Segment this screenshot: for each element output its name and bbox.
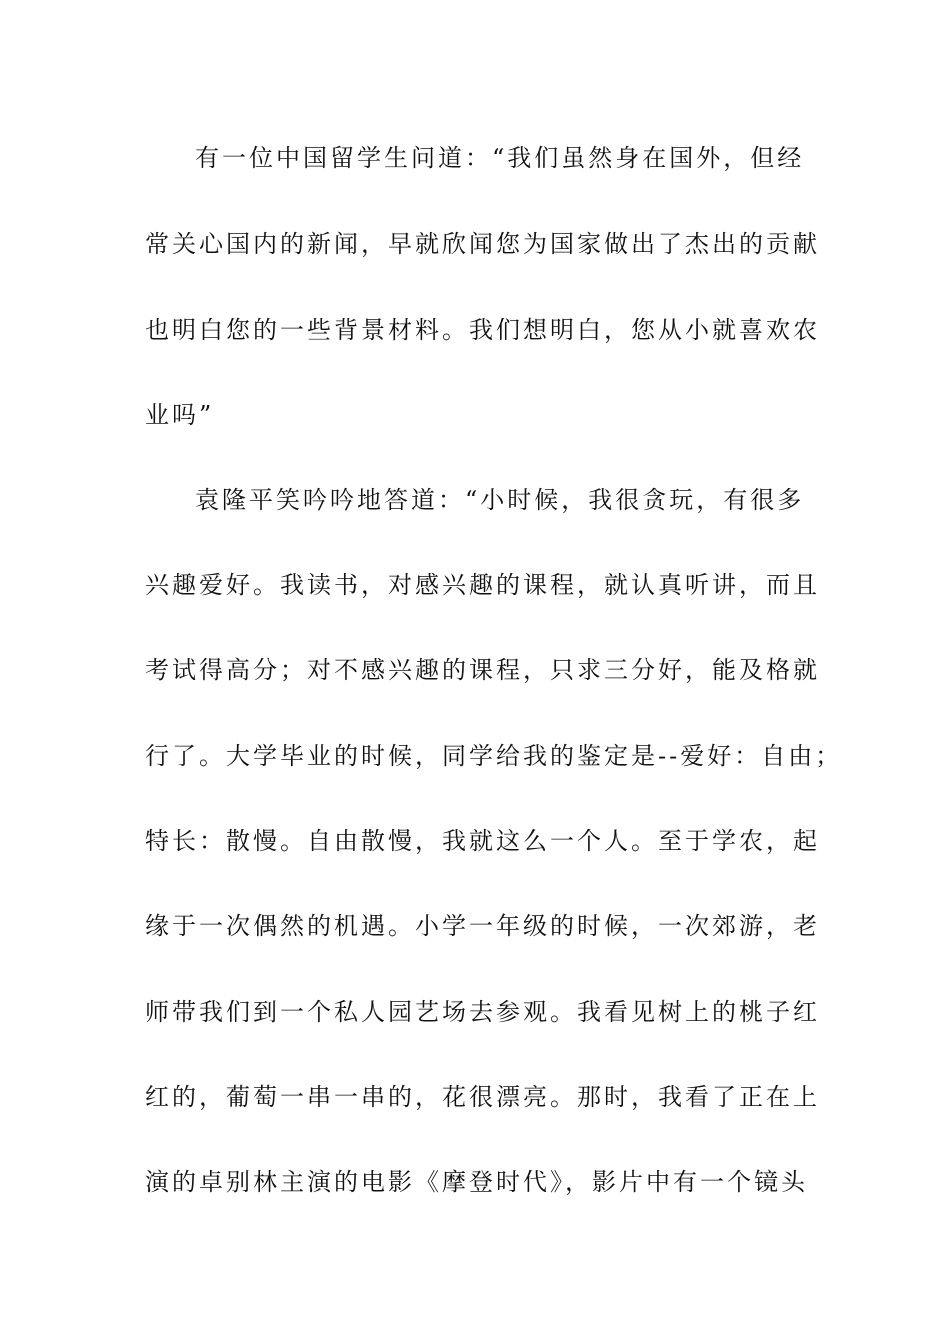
paragraph-1-line-4: 业吗”	[145, 401, 215, 429]
paragraph-2-line-1: 袁隆平笑吟吟地答道：“小时候，我很贪玩，有很多	[195, 486, 805, 514]
paragraph-2-line-8: 红的，葡萄一串一串的，花很漂亮。那时，我看了正在上	[145, 1083, 820, 1111]
paragraph-2-line-3: 考试得高分；对不感兴趣的课程，只求三分好，能及格就	[145, 656, 820, 684]
paragraph-2-line-9: 演的卓别林主演的电影《摩登时代》，影片中有一个镜头	[145, 1168, 808, 1196]
paragraph-1-line-2: 常关心国内的新闻，早就欣闻您为国家做出了杰出的贡献	[145, 230, 820, 258]
paragraph-1-line-3: 也明白您的一些背景材料。我们想明白，您从小就喜欢农	[145, 316, 820, 344]
paragraph-2-line-6: 缘于一次偶然的机遇。小学一年级的时候，一次郊游，老	[145, 912, 820, 940]
paragraph-2-line-2: 兴趣爱好。我读书，对感兴趣的课程，就认真听讲，而且	[145, 571, 820, 599]
paragraph-2-line-5: 特长：散慢。自由散慢，我就这么一个人。至于学农，起	[145, 827, 820, 855]
paragraph-2-line-7: 师带我们到一个私人园艺场去参观。我看见树上的桃子红	[145, 998, 820, 1026]
paragraph-1-line-1: 有一位中国留学生问道：“我们虽然身在国外，但经	[195, 144, 805, 172]
paragraph-2-line-4: 行了。大学毕业的时候，同学给我的鉴定是--爱好：自由；	[145, 742, 843, 770]
